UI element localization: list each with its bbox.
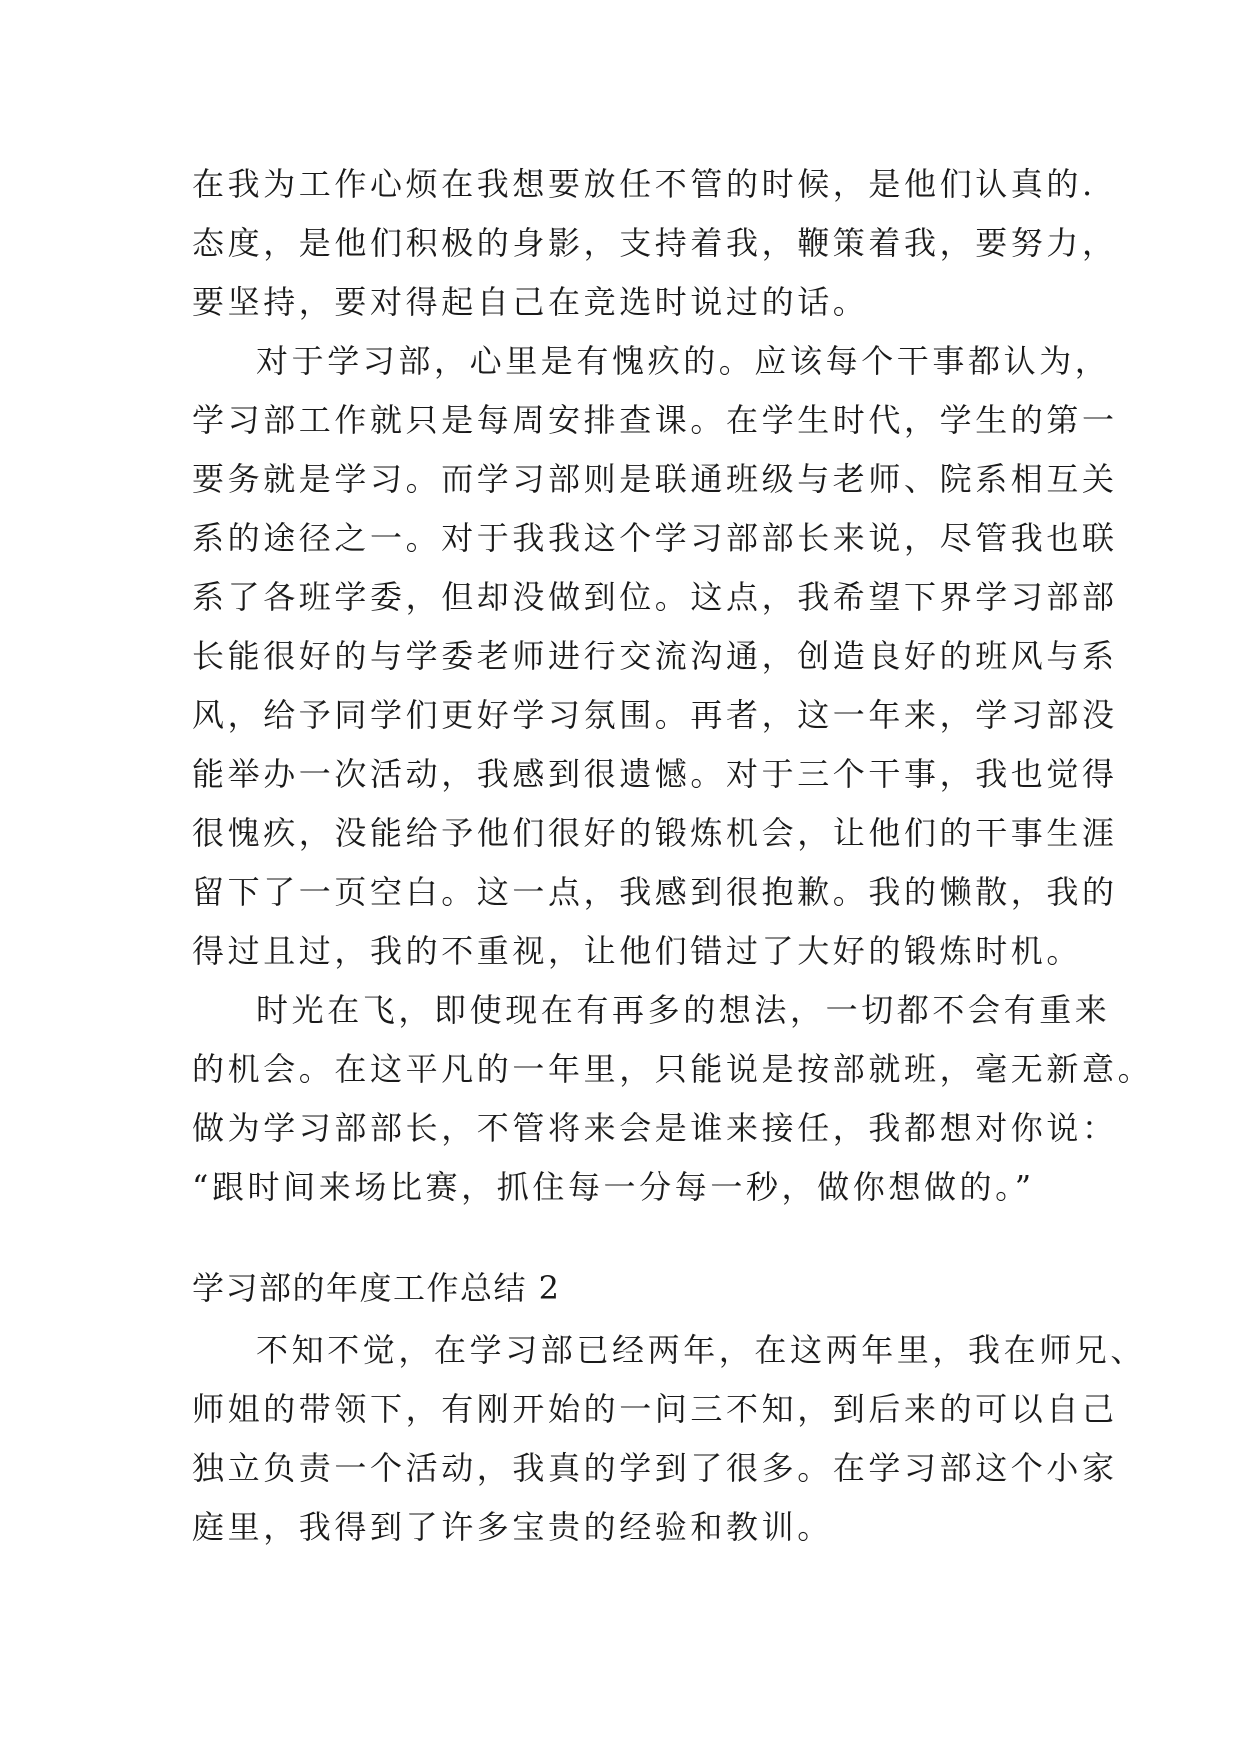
text-line: 时光在飞，即使现在有再多的想法，一切都不会有重来: [256, 991, 1111, 1029]
text-line: 很愧疚，没能给予他们很好的锻炼机会，让他们的干事生涯: [192, 814, 1118, 852]
text-line: 系了各班学委，但却没做到位。这点，我希望下界学习部部: [192, 578, 1118, 616]
text-line: 态度，是他们积极的身影，支持着我，鞭策着我，要努力，: [192, 224, 1118, 262]
text-line: “跟时间来场比赛，抓住每一分每一秒，做你想做的。”: [192, 1168, 1035, 1206]
text-line: 要坚持，要对得起自己在竞选时说过的话。: [192, 283, 869, 321]
text-line: 能举办一次活动，我感到很遗憾。对于三个干事，我也觉得: [192, 755, 1118, 793]
section-title: 学习部的年度工作总结 2: [192, 1269, 561, 1307]
text-line: 得过且过，我的不重视，让他们错过了大好的锻炼时机。: [192, 932, 1083, 970]
text-line: 独立负责一个活动，我真的学到了很多。在学习部这个小家: [192, 1449, 1118, 1487]
text-line: 系的途径之一。对于我我这个学习部部长来说，尽管我也联: [192, 519, 1118, 557]
text-line: 在我为工作心烦在我想要放任不管的时候，是他们认真的.: [192, 165, 1096, 203]
text-line: 要务就是学习。而学习部则是联通班级与老师、院系相互关: [192, 460, 1118, 498]
text-line: 对于学习部，心里是有愧疚的。应该每个干事都认为，: [256, 342, 1111, 380]
text-line: 留下了一页空白。这一点，我感到很抱歉。我的懒散，我的: [192, 873, 1118, 911]
text-line: 风，给予同学们更好学习氛围。再者，这一年来，学习部没: [192, 696, 1118, 734]
text-line: 学习部工作就只是每周安排查课。在学生时代，学生的第一: [192, 401, 1118, 439]
text-line: 师姐的带领下，有刚开始的一问三不知，到后来的可以自己: [192, 1390, 1118, 1428]
text-line: 做为学习部部长，不管将来会是谁来接任，我都想对你说：: [192, 1109, 1118, 1147]
text-line: 不知不觉，在学习部已经两年，在这两年里，我在师兄、: [256, 1331, 1147, 1369]
text-line: 长能很好的与学委老师进行交流沟通，创造良好的班风与系: [192, 637, 1118, 675]
text-line: 的机会。在这平凡的一年里，只能说是按部就班，毫无新意。: [192, 1050, 1154, 1088]
text-line: 庭里，我得到了许多宝贵的经验和教训。: [192, 1508, 833, 1546]
